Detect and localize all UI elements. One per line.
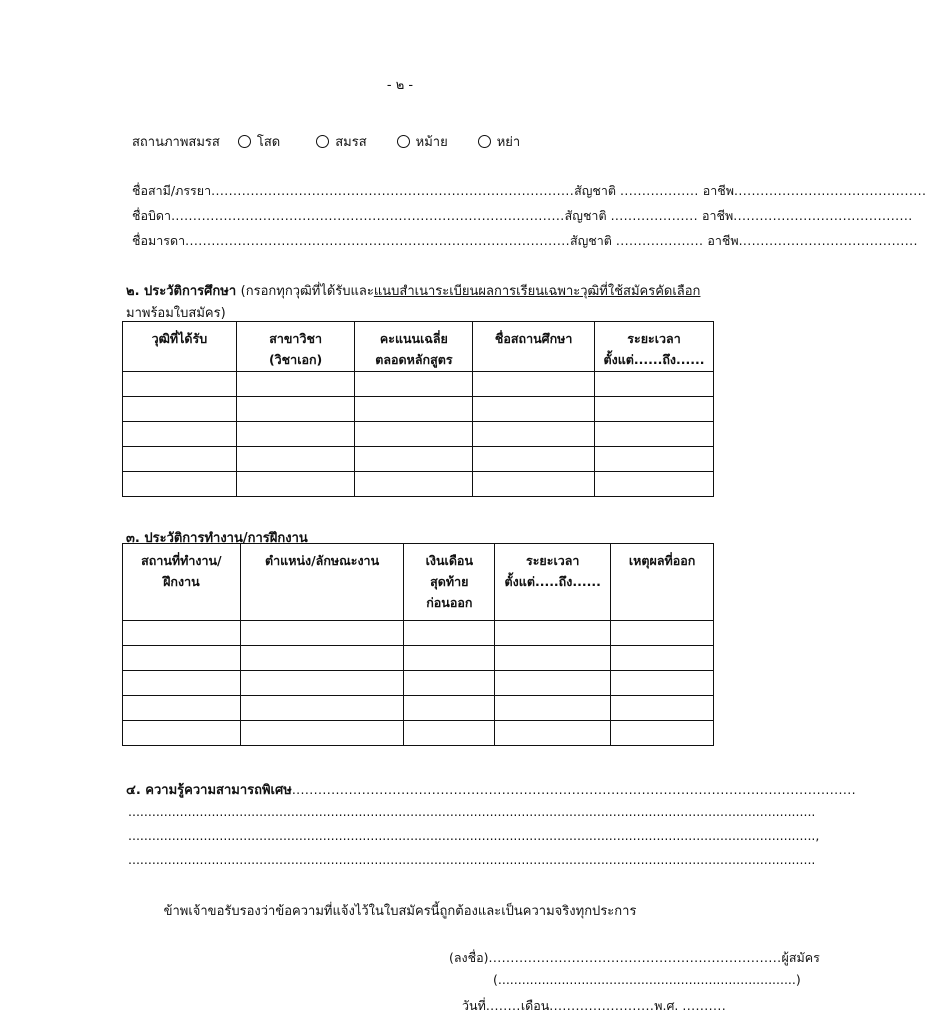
occupation-label: อาชีพ [702, 183, 734, 198]
skills-field[interactable]: ................................................................................................................................. [291, 782, 856, 797]
education-table-cell[interactable] [355, 447, 473, 472]
signature-field[interactable]: ................................................................... [488, 950, 782, 965]
education-table-row [123, 422, 714, 447]
marital-option-widowed[interactable] [397, 131, 448, 152]
header-text: ระยะเวลา [627, 331, 681, 346]
radio-circle-icon[interactable] [478, 135, 491, 148]
education-table-cell[interactable] [236, 447, 355, 472]
marital-option-divorced[interactable] [478, 131, 521, 152]
education-table-cell[interactable] [595, 422, 714, 447]
signature-prefix: (ลงชื่อ) [449, 950, 489, 965]
skills-title: ๔. ความรู้ความสามารถพิเศษ [126, 783, 292, 798]
education-table-cell[interactable] [473, 472, 595, 497]
education-note-line2: มาพร้อมใบสมัคร) [126, 306, 226, 321]
nationality-label: สัญชาติ [569, 233, 612, 248]
education-table-cell[interactable] [473, 422, 595, 447]
work-table-cell[interactable] [123, 621, 241, 646]
mother-name-label: ชื่อมารดา [132, 233, 186, 248]
work-header-position [240, 544, 404, 621]
education-header-major [236, 322, 355, 372]
nationality-label: สัญชาติ [574, 183, 617, 198]
father-name-field[interactable]: .......................................................................................... [171, 208, 565, 223]
education-table-cell[interactable] [123, 447, 237, 472]
occupation-field[interactable]: ............................................ [733, 183, 926, 198]
work-table-cell[interactable] [611, 621, 714, 646]
header-text: เหตุผลที่ออก [628, 553, 696, 568]
header-text: สุดท้าย [430, 574, 469, 589]
skills-row[interactable] [126, 779, 856, 800]
mother-name-field[interactable]: ........................................................................................ [185, 233, 570, 248]
work-table-cell[interactable] [611, 696, 714, 721]
education-table-cell[interactable] [236, 422, 355, 447]
education-table-cell[interactable] [473, 447, 595, 472]
nationality-field[interactable]: .................. [620, 183, 699, 198]
education-table-cell[interactable] [355, 372, 473, 397]
date-month-field[interactable]: ........................ [549, 998, 655, 1013]
work-table-cell[interactable] [123, 671, 241, 696]
education-table-row [123, 447, 714, 472]
work-table-cell[interactable] [123, 721, 241, 746]
work-table-cell[interactable] [123, 696, 241, 721]
header-text: สถานที่ทำงาน/ [141, 553, 222, 568]
header-text: ตลอดหลักสูตร [375, 352, 453, 367]
education-table-row [123, 472, 714, 497]
radio-circle-icon[interactable] [397, 135, 410, 148]
header-text: คะแนนเฉลี่ย [379, 331, 448, 346]
skills-line[interactable]: ............................................................................................................................................................................. [128, 804, 816, 819]
work-table-row [123, 671, 714, 696]
work-table-cell[interactable] [240, 621, 404, 646]
education-header-institution [473, 322, 595, 372]
header-text: ฝึกงาน [163, 574, 200, 589]
radio-circle-icon[interactable] [238, 135, 251, 148]
work-table-row [123, 721, 714, 746]
header-text: สาขาวิชา [269, 331, 322, 346]
education-header-period [595, 322, 714, 372]
work-table-cell[interactable] [495, 621, 611, 646]
education-note-underlined: แนบสำเนาระเบียนผลการเรียนเฉพาะวุฒิที่ใช้สมัครคัดเลือก [373, 284, 701, 299]
spouse-name-field[interactable]: ................................................................................... [211, 183, 575, 198]
work-table-cell[interactable] [495, 721, 611, 746]
signature-name-line[interactable]: (...........................................................................) [493, 972, 801, 987]
education-note: (กรอกทุกวุฒิที่ได้รับและ [240, 284, 374, 299]
education-table-cell[interactable] [236, 372, 355, 397]
education-table-cell[interactable] [473, 397, 595, 422]
education-table-cell[interactable] [123, 372, 237, 397]
work-header-workplace [123, 544, 241, 621]
work-header-row [123, 544, 714, 621]
header-text: ก่อนออก [426, 595, 473, 610]
education-header-degree [123, 322, 237, 372]
education-section-title [126, 280, 700, 301]
mother-row[interactable] [132, 231, 918, 251]
father-row[interactable] [132, 206, 913, 226]
education-table-cell[interactable] [595, 397, 714, 422]
date-year-field[interactable]: .......... [682, 998, 727, 1013]
marital-option-label: หม้าย [415, 135, 448, 150]
header-text: (วิชาเอก) [268, 352, 323, 367]
work-table-cell[interactable] [611, 721, 714, 746]
marital-option-label: โสด [256, 135, 281, 150]
signature-suffix: ผู้สมัคร [781, 950, 820, 965]
signature-row[interactable] [449, 948, 820, 968]
education-table-cell[interactable] [123, 397, 237, 422]
education-body [123, 372, 714, 497]
education-table-cell[interactable] [236, 472, 355, 497]
header-text: ชื่อสถานศึกษา [494, 331, 573, 346]
occupation-label: อาชีพ [707, 233, 739, 248]
education-table-cell[interactable] [355, 397, 473, 422]
education-table-cell[interactable] [595, 472, 714, 497]
occupation-label: อาชีพ [702, 208, 734, 223]
education-header-gpa [355, 322, 473, 372]
page-number: - ๒ - [386, 78, 414, 93]
education-table-cell[interactable] [473, 372, 595, 397]
work-section-title: ๓. ประวัติการทำงาน/การฝึกงาน [126, 531, 308, 546]
occupation-field[interactable]: ......................................... [738, 233, 918, 248]
work-table-cell[interactable] [240, 671, 404, 696]
education-table-cell[interactable] [355, 472, 473, 497]
education-header-row [123, 322, 714, 372]
work-body [123, 621, 714, 746]
work-table-cell[interactable] [240, 721, 404, 746]
spouse-name-label: ชื่อสามี/ภรรยา [132, 183, 212, 198]
skills-line[interactable]: ............................................................................................................................................................................., [128, 828, 820, 843]
marital-option-label: สมรส [335, 135, 367, 150]
education-table [122, 321, 714, 497]
date-day-label: วันที่ [462, 998, 486, 1013]
work-table-cell[interactable] [123, 646, 241, 671]
header-text: ระยะเวลา [525, 553, 580, 568]
date-year-label: พ.ศ. [654, 998, 679, 1013]
education-table-cell[interactable] [355, 422, 473, 447]
work-header-reason [611, 544, 714, 621]
work-table-row [123, 646, 714, 671]
spouse-row[interactable] [132, 181, 926, 201]
date-day-field[interactable]: ........ [485, 998, 521, 1013]
nationality-field[interactable]: .................... [610, 208, 699, 223]
work-header-period [495, 544, 611, 621]
marital-status-row [132, 131, 520, 152]
radio-circle-icon[interactable] [316, 135, 329, 148]
education-table-cell[interactable] [123, 472, 237, 497]
work-table [122, 543, 714, 746]
marital-status-label: สถานภาพสมรส [132, 135, 220, 150]
header-text: วุฒิที่ได้รับ [151, 331, 208, 346]
nationality-field[interactable]: .................... [615, 233, 704, 248]
education-table-cell[interactable] [595, 372, 714, 397]
work-header-salary [404, 544, 495, 621]
header-text: เงินเดือน [425, 553, 473, 568]
declaration-text: ข้าพเจ้าขอรับรองว่าข้อความที่แจ้งไว้ในใบสมัครนี้ถูกต้องและเป็นความจริงทุกประการ [163, 904, 637, 919]
work-table-cell[interactable] [495, 646, 611, 671]
father-name-label: ชื่อบิดา [132, 208, 172, 223]
header-text: ตั้งแต่.....ถึง...... [504, 574, 601, 589]
work-table-cell[interactable] [404, 696, 495, 721]
education-title: ๒. ประวัติการศึกษา [126, 284, 237, 299]
work-table-row [123, 621, 714, 646]
nationality-label: สัญชาติ [564, 208, 607, 223]
education-table-cell[interactable] [595, 447, 714, 472]
work-table-cell[interactable] [404, 671, 495, 696]
header-text: ตั้งแต่......ถึง...... [603, 352, 705, 367]
work-table-cell[interactable] [611, 646, 714, 671]
work-table-row [123, 696, 714, 721]
date-row[interactable] [462, 996, 726, 1016]
date-month-label: เดือน [520, 998, 550, 1013]
education-table-cell[interactable] [236, 397, 355, 422]
work-table-cell[interactable] [240, 696, 404, 721]
marital-option-label: หย่า [496, 135, 521, 150]
work-table-cell[interactable] [404, 721, 495, 746]
work-table-cell[interactable] [240, 646, 404, 671]
skills-line[interactable]: ............................................................................................................................................................................. [128, 852, 816, 867]
header-text: ตำแหน่ง/ลักษณะงาน [265, 553, 380, 568]
work-table-cell[interactable] [404, 621, 495, 646]
work-table-cell[interactable] [404, 646, 495, 671]
work-table-cell[interactable] [611, 671, 714, 696]
work-table-cell[interactable] [495, 696, 611, 721]
education-table-cell[interactable] [123, 422, 237, 447]
occupation-field[interactable]: ......................................... [733, 208, 913, 223]
marital-option-single[interactable] [238, 131, 280, 152]
education-table-row [123, 397, 714, 422]
work-table-cell[interactable] [495, 671, 611, 696]
education-table-row [123, 372, 714, 397]
marital-option-married[interactable] [316, 131, 366, 152]
